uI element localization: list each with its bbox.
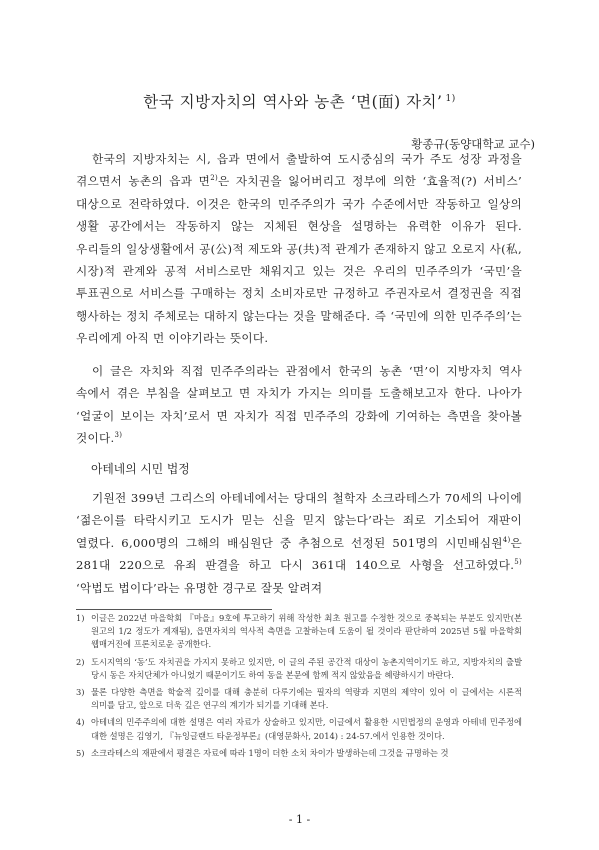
- footnote-text: 물론 다양한 측면을 학술적 깊이를 대해 충분히 다루기에는 필자의 역량과 지면의 제약이 있어 이 글에서는 시론적 의미를 담고, 앞으로 더욱 깊은 연구의 계기가 되기를 기대해 본다.: [91, 687, 522, 711]
- text-run: 기원전 399년 그리스의 아테네에서는 당대의 철학자 소크라테스가 70세의 나이에 ‘젊은이를 타락시키고 도시가 믿는 신을 믿지 않는다’라는 죄로 기소되어 재판이 열렸다. 6,000명의 그해의 배심원단 중 추첨으로 선정된 501명의 시민배심원: [76, 491, 522, 550]
- footnote-ref[interactable]: 2): [210, 174, 218, 183]
- footnotes-list: [76, 612, 522, 764]
- text-run: ‘악법도 법이다’라는 유명한 경구로 잘못 알려져: [76, 580, 323, 595]
- paragraph-text: [76, 148, 522, 350]
- text-run: 이 글은 자치와 직접 민주주의라는 관점에서 한국의 농촌 ‘면’이 지방자치 역사 속에서 겪은 부침을 살펴보고 면 자치가 가지는 의미를 도출해보고자 한다. 나아가 ‘얼굴이 보이는 자치’로서 면 자치가 직접 민주주의 강화에 기여하는 측면을 찾아볼 것이다.: [76, 364, 522, 446]
- text-run: 한국의 지방자치는 시, 읍과 면에서 출발하여 도시중심의 국가 주도 성장 과정을 겪으면서 농촌의 읍과 면: [76, 152, 522, 189]
- text-run: 은 자치권을 잃어버리고 정부에 의한 ‘효율적(?) 서비스’ 대상으로 전락하였다. 이것은 한국의 민주주의가 국가 수준에서만 작동하고 일상의 생활 공간에서는 작동하지 않는 지체된 현상을 설명하는 유력한 이유가 된다. 우리들의 일상생활에서 공(公)적 제도와 공(共)적 관계가 존재하지 않고 오로지 사(私, 시장)적 관계와 공적 서비스로만 채워지고 있는 것은 우리의 민주주의가 ‘국민’을 투표권으로 서비스를 구매하는 정치 소비자로만 규정하고 주권자로서 결정권을 직접 행사하는 정치 주체로는 대하지 않는다는 것을 말해준다. 즉 ‘국민에 의한 민주주의’는 우리에게 아직 먼 이야기라는 뜻이다.: [76, 174, 522, 346]
- paragraph-3: [76, 487, 522, 599]
- footnote-text: 도시지역의 ‘동’도 자치권을 가지지 못하고 있지만, 이 글의 주된 공간적 대상이 농촌지역이기도 하고, 지방자치의 출발 당시 동은 자치단체가 아니었기 때문이기도 하여 동을 본문에 함께 적지 않았음을 혜량하시기 바란다.: [91, 656, 522, 680]
- footnote-text: 소크라테스의 재판에서 평결은 자료에 따라 1명이 더한 소치 차이가 발생하는데 그것을 규명하는 것: [91, 747, 449, 758]
- footnote-ref[interactable]: 3): [114, 431, 123, 440]
- paragraph-2: [76, 360, 522, 450]
- footnote: [76, 612, 522, 652]
- footnote-number: 4): [76, 717, 85, 728]
- footnote-number: 2): [76, 656, 85, 667]
- footnote: [76, 656, 522, 682]
- author-line: 황종규(동양대학교 교수): [411, 137, 535, 151]
- footnote: [76, 716, 522, 742]
- footnote-ref[interactable]: 4): [502, 535, 511, 544]
- title-footnote-ref[interactable]: 1): [445, 93, 456, 104]
- footnote: [76, 747, 522, 760]
- footnote-divider: [76, 609, 272, 610]
- paragraph-1: [76, 148, 522, 350]
- footnote: [76, 686, 522, 712]
- footnote-ref[interactable]: 5): [514, 558, 522, 567]
- document-title: [0, 90, 599, 112]
- footnote-number: 5): [76, 747, 85, 758]
- paragraph-text: [76, 487, 522, 599]
- title-text: 한국 지방자치의 역사와 농촌 ‘면(面) 자치’: [143, 93, 443, 111]
- text-run: 은 281대 220으로 유죄 판결을 하고 다시 361대 140으로 사형을 선고하였다.: [76, 535, 522, 573]
- section-heading: 아테네의 시민 법정: [91, 462, 190, 476]
- paragraph-text: [76, 360, 522, 450]
- footnote-text: 이글은 2022년 마을학회 『마을』9호에 투고하기 위해 작성한 최초 원고를 수정한 것으로 중복되는 부분도 있지만(본 원고의 1/2 정도가 게재됨), 읍면자치의 역사적 측면을 고찰하는데 도움이 될 것이라 판단하여 2025년 5월 마을학회 웹매거진에 프론치로운 공개한다.: [91, 613, 522, 650]
- footnote-number: 1): [76, 613, 85, 623]
- page-number: - 1 -: [288, 813, 311, 826]
- footnote-text: 아테네의 민주주의에 대한 설명은 여러 자료가 상술하고 있지만, 이글에서 활용한 시민법정의 운영과 아테네 민주정에 대한 설명은 김영기, 『뉴잉글랜드 타운정부론』(대영문화사, 2014) : 24-57.에서 인용한 것이다.: [91, 717, 522, 741]
- footnote-number: 3): [76, 687, 85, 698]
